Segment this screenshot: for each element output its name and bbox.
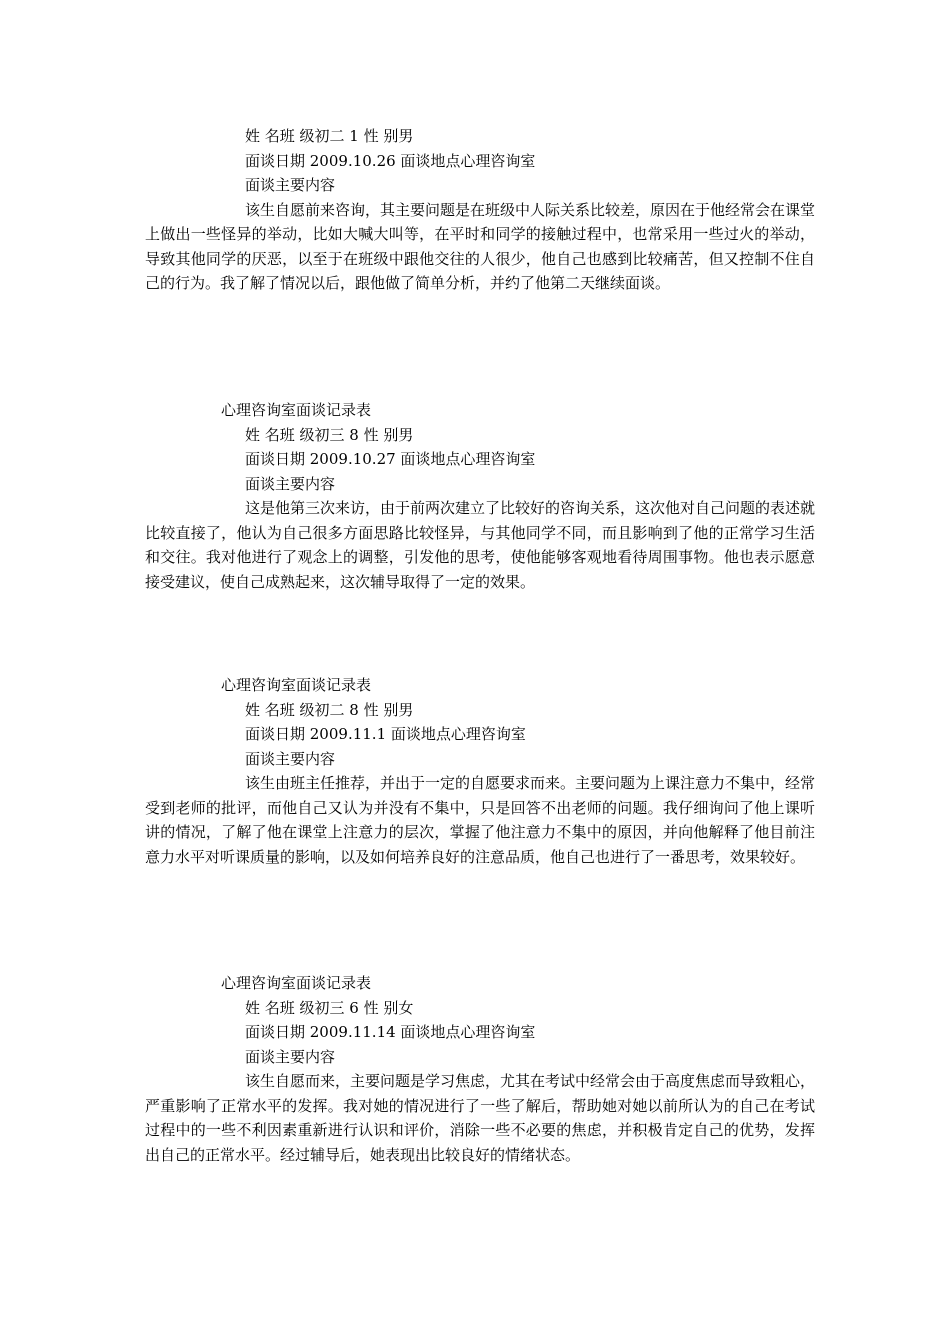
interview-content: 这是他第三次来访，由于前两次建立了比较好的咨询关系，这次他对自己问题的表述就比较直接了，他认为自己很多方面思路比较怪异，与其他同学不同，而且影响到了他的正常学习生活和交往。我对他进行了观念上的调整，引发他的思考，使他能够客观地看待周围事物。他也表示愿意接受建议，使自己成熟起来，这次辅导取得了一定的效果。 (145, 499, 816, 591)
interview-record-4 (145, 971, 815, 1167)
interview-record-1 (145, 124, 815, 296)
interview-content: 该生自愿前来咨询，其主要问题是在班级中人际关系比较差，原因在于他经常会在课堂上做出一些怪异的举动，比如大喊大叫等，在平时和同学的接触过程中，也常采用一些过火的举动，导致其他同学的厌恶，以至于在班级中跟他交往的人很少，他自己也感到比较痛苦，但又控制不住自己的行为。我了解了情况以后，跟他做了简单分析，并约了他第二天继续面谈。 (145, 200, 816, 292)
interview-date-line: 面谈日期 2009.11.14 面谈地点心理咨询室 (245, 1023, 536, 1041)
student-info-line: 姓 名班 级初二 1 性 别男 (245, 127, 414, 145)
interview-content: 该生自愿而来，主要问题是学习焦虑，尤其在考试中经常会由于高度焦虑而导致粗心，严重影响了正常水平的发挥。我对她的情况进行了一些了解后，帮助她对她以前所认为的自己在考试过程中的一些不利因素重新进行认识和评价，消除一些不必要的焦虑，并积极肯定自己的优势，发挥出自己的正常水平。经过辅导后，她表现出比较良好的情绪状态。 (145, 1072, 816, 1164)
content-label: 面谈主要内容 (245, 474, 336, 493)
interview-content: 该生由班主任推荐，并出于一定的自愿要求而来。主要问题为上课注意力不集中，经常受到老师的批评，而他自己又认为并没有不集中，只是回答不出老师的问题。我仔细询问了他上课听讲的情况，了解了他在课堂上注意力的层次，掌握了他注意力不集中的原因，并向他解释了他目前注意力水平对听课质量的影响，以及如何培养良好的注意品质，他自己也进行了一番思考，效果较好。 (145, 774, 816, 866)
student-info-line: 姓 名班 级初三 6 性 别女 (245, 998, 414, 1017)
record-title: 心理咨询室面谈记录表 (221, 974, 372, 992)
student-info-line: 姓 名班 级初二 8 性 别男 (245, 700, 414, 719)
interview-date-line: 面谈日期 2009.10.27 面谈地点心理咨询室 (245, 450, 536, 468)
record-title: 心理咨询室面谈记录表 (221, 401, 372, 419)
content-label: 面谈主要内容 (245, 749, 336, 768)
content-label: 面谈主要内容 (245, 1047, 336, 1066)
interview-record-2 (145, 398, 815, 594)
content-label: 面谈主要内容 (245, 176, 336, 194)
interview-record-3 (145, 673, 815, 869)
interview-date-line: 面谈日期 2009.11.1 面谈地点心理咨询室 (245, 725, 526, 743)
record-title: 心理咨询室面谈记录表 (221, 676, 372, 694)
student-info-line: 姓 名班 级初三 8 性 别男 (245, 425, 414, 444)
interview-date-line: 面谈日期 2009.10.26 面谈地点心理咨询室 (245, 151, 536, 170)
